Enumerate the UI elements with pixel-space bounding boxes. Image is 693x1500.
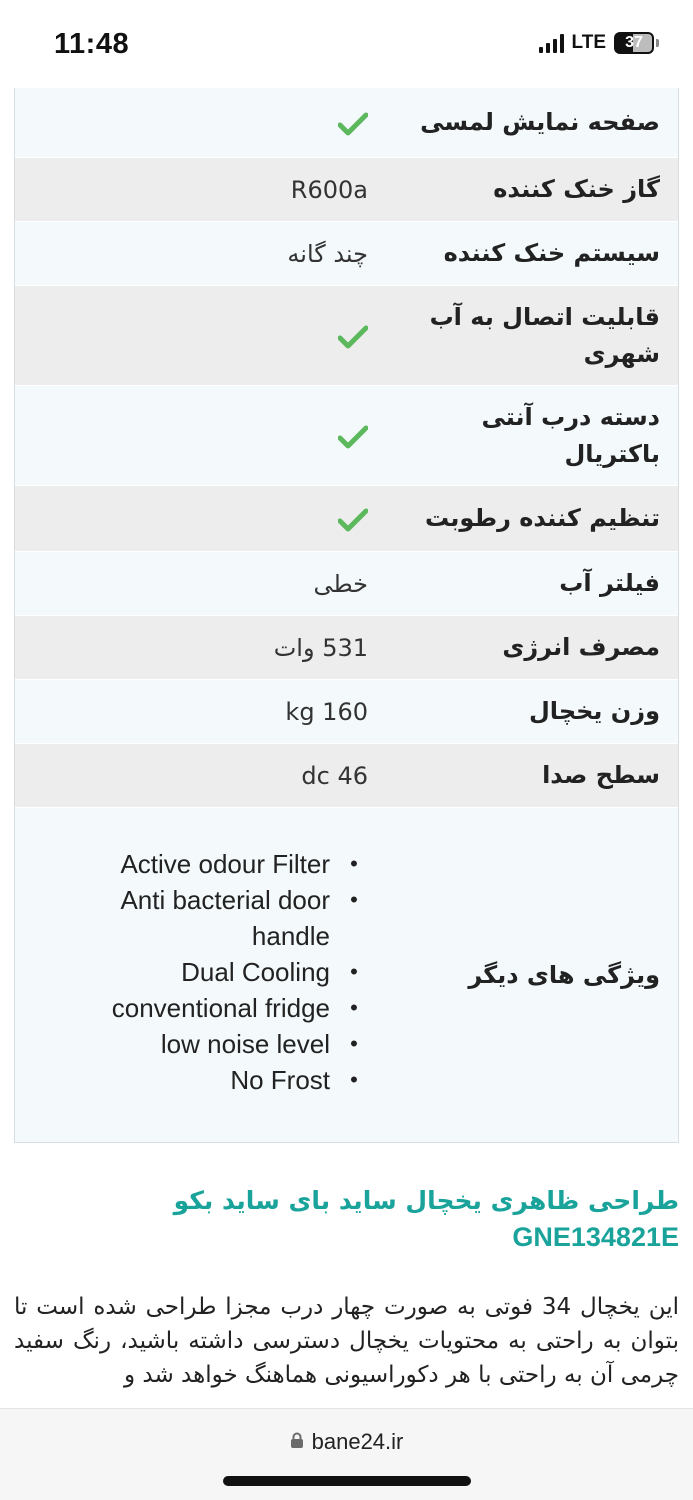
feature-text: Dual Cooling (181, 957, 330, 987)
check-icon (15, 319, 378, 353)
spec-label: صفحه نمایش لمسی (420, 108, 660, 136)
bullet-icon: • (350, 1067, 358, 1092)
status-indicators (539, 32, 659, 54)
article-title-model: GNE134821E (512, 1222, 679, 1252)
spec-value: چند گانه (287, 239, 368, 268)
battery-icon (614, 32, 654, 54)
list-item (15, 990, 378, 1026)
lock-icon (290, 1432, 304, 1453)
spec-label: قابلیت اتصال به آب شهری (429, 302, 660, 368)
table-row (15, 680, 678, 744)
list-item (15, 1062, 378, 1098)
cellular-signal-icon (539, 33, 564, 53)
table-row (15, 88, 678, 158)
table-row (15, 286, 678, 386)
article-body: این یخچال 34 فوتی به صورت چهار درب مجزا طراحی شده است تا بتوان به راحتی به محتویات یخچال دسترسی داشته باشید، رنگ سفید چرمی آن به راحتی با هر دکوراسیونی هماهنگ خواهد شد و (14, 1294, 679, 1388)
spec-label: سطح صدا (542, 761, 660, 789)
list-item (15, 1026, 378, 1062)
table-row (15, 222, 678, 286)
bullet-icon: • (350, 959, 358, 984)
feature-text: conventional fridge (111, 993, 330, 1023)
status-bar (0, 0, 693, 88)
spec-label: دسته درب آنتی باکتریال (481, 402, 660, 468)
table-row (15, 486, 678, 552)
home-indicator[interactable] (223, 1476, 471, 1486)
spec-value: خطی (313, 569, 368, 598)
battery-nub (656, 39, 659, 47)
feature-text: No Frost (230, 1065, 330, 1095)
check-icon (15, 502, 378, 536)
feature-text: Active odour Filter (120, 849, 330, 879)
article-title (19, 1183, 679, 1255)
feature-text: Anti bacterial door handle (120, 885, 330, 951)
spec-label: سیستم خنک کننده (443, 239, 660, 267)
list-item (15, 846, 378, 882)
spec-label: ویژگی های دیگر (468, 960, 660, 989)
check-icon (15, 419, 378, 453)
table-row (15, 386, 678, 486)
table-row-features (15, 808, 678, 1142)
table-row (15, 616, 678, 680)
url-text: bane24.ir (311, 1429, 404, 1454)
spec-value: 531 وات (273, 633, 368, 662)
browser-bottom-bar (0, 1408, 693, 1500)
spec-label: تنظیم کننده رطوبت (425, 504, 660, 532)
specs-table (14, 88, 679, 1143)
spec-label: وزن یخچال (528, 697, 660, 725)
battery-level: 37 (625, 34, 643, 51)
feature-list (15, 808, 378, 1142)
bullet-icon: • (350, 887, 358, 912)
bullet-icon: • (350, 851, 358, 876)
network-type: LTE (571, 32, 606, 53)
spec-value: dc 46 (301, 761, 368, 790)
check-icon (15, 106, 378, 140)
spec-value: kg 160 (285, 697, 368, 726)
article-title-text: طراحی ظاهری یخچال ساید بای ساید بکو (173, 1186, 679, 1215)
feature-text: low noise level (160, 1029, 330, 1059)
table-row (15, 158, 678, 222)
spec-value: R600a (290, 175, 368, 204)
table-row (15, 744, 678, 808)
address-bar[interactable] (0, 1429, 693, 1455)
list-item (15, 882, 378, 954)
bullet-icon: • (350, 1031, 358, 1056)
list-item (15, 954, 378, 990)
spec-label: گاز خنک کننده (493, 175, 660, 203)
table-row (15, 552, 678, 616)
bullet-icon: • (350, 995, 358, 1020)
status-time: 11:48 (54, 28, 130, 60)
spec-label: فیلتر آب (559, 569, 660, 597)
spec-label: مصرف انرژی (502, 633, 660, 661)
